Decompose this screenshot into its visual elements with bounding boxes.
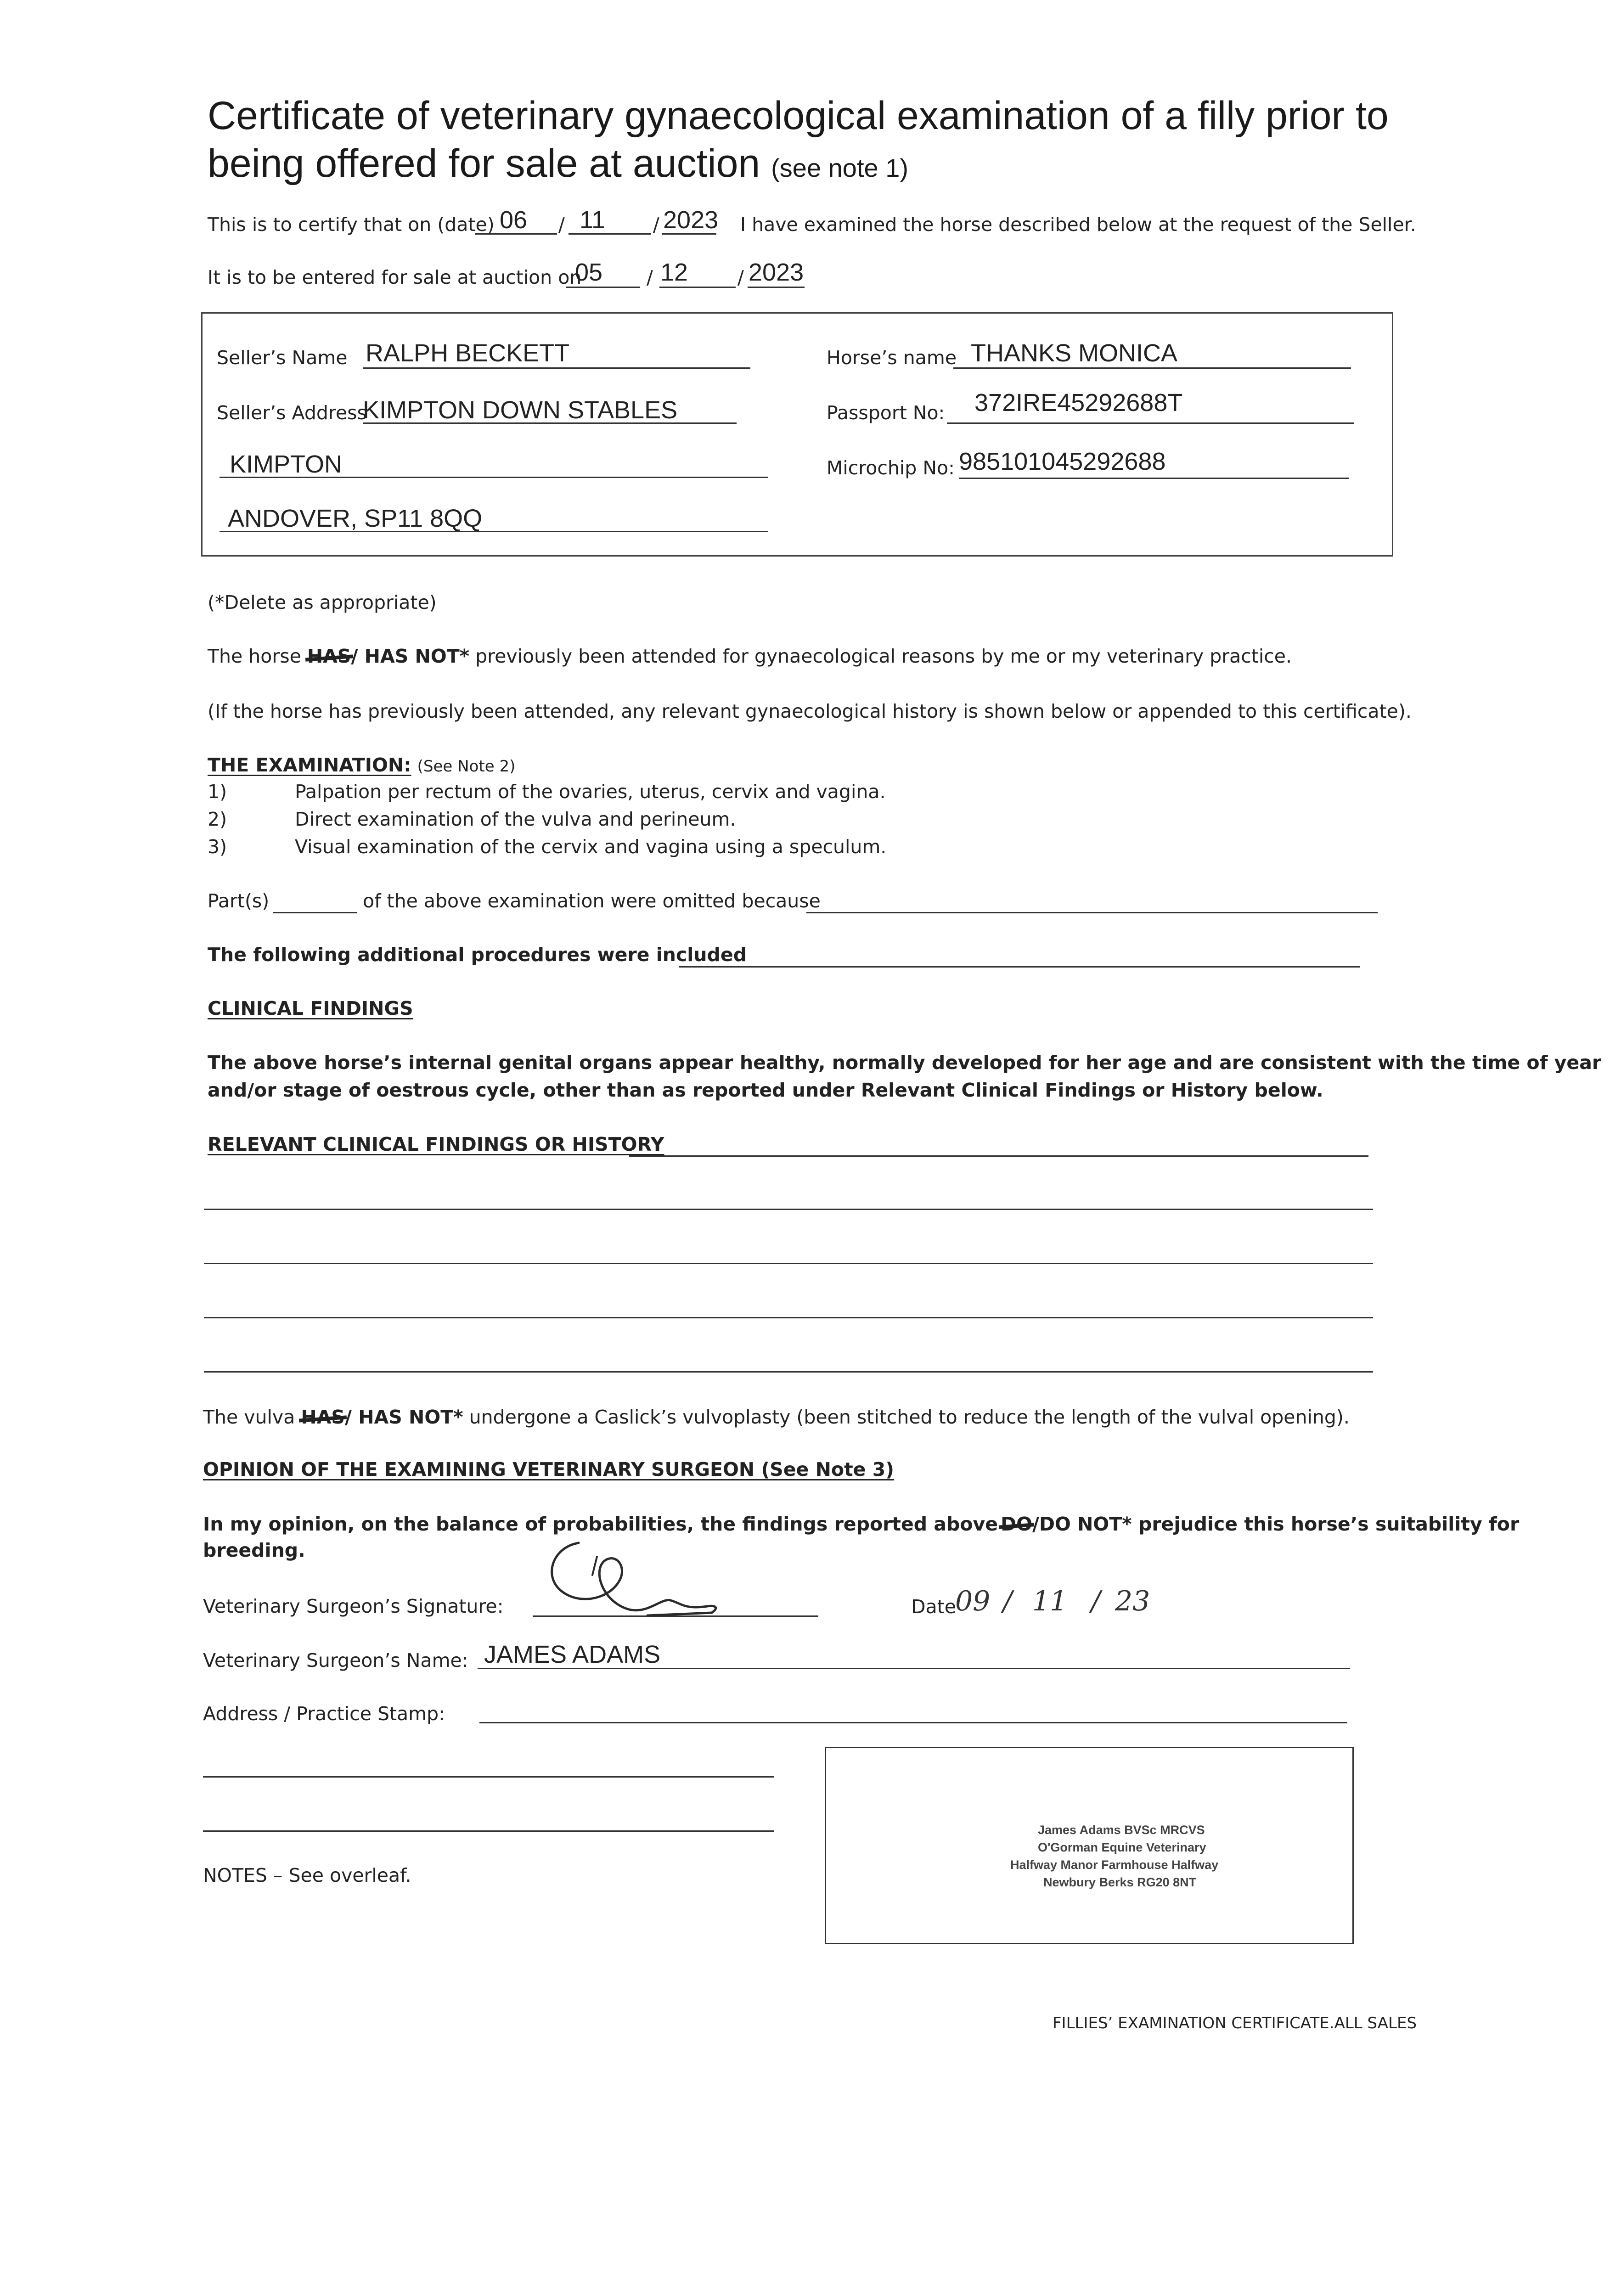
seller-name[interactable]: RALPH BECKETT [366,339,570,367]
page-title [208,92,1389,192]
horse-name[interactable]: THANKS MONICA [971,339,1178,367]
delete-note: (*Delete as appropriate) [208,591,437,613]
stamp-line-2: O'Gorman Equine Veterinary [1038,1840,1206,1854]
signature-date-slash-2: / [1091,1585,1101,1617]
opinion-line1-prefix: In my opinion, on the balance of probabilities, the findings reported above [203,1513,998,1535]
auction-slash-2: / [737,266,744,288]
auction-day[interactable]: 05 [575,259,603,286]
vulva-prefix: The vulva [203,1406,295,1428]
notes-label: NOTES – See overleaf. [203,1864,411,1886]
clinical-statement-line2: and/or stage of oestrous cycle, other than as reported under Relevant Clinical Findings or History below. [208,1079,1323,1101]
exam-item-3: Visual examination of the cervix and vagina using a speculum. [295,836,887,858]
attended-has-struck[interactable]: HAS [307,645,351,667]
attended-prefix: The horse [208,645,301,667]
certify-prefix: This is to certify that on (date) [208,214,495,236]
exam-item-1-num: 1) [208,781,227,803]
practice-stamp-label: Address / Practice Stamp: [203,1703,445,1725]
seller-address-label: Seller’s Address [217,402,367,424]
signature-label: Veterinary Surgeon’s Signature: [203,1595,504,1617]
certify-day-line [475,233,557,235]
relevant-findings-line-4[interactable] [204,1317,1373,1318]
horse-name-label: Horse’s name [827,347,957,369]
omitted-parts-line[interactable] [273,912,357,913]
title-note: (see note 1) [771,153,908,182]
passport-number[interactable]: 372IRE45292688T [974,389,1183,416]
examination-note: (See Note 2) [417,757,516,776]
omitted-reason-line[interactable] [806,912,1378,913]
certify-year-line [662,233,716,235]
opinion-do-struck[interactable]: DO [1001,1513,1032,1535]
attended-statement [208,645,1292,667]
surgeon-name-line [478,1668,1350,1669]
passport-line [947,422,1354,424]
signature-date-month[interactable]: 11 [1032,1585,1068,1617]
seller-name-label: Seller’s Name [217,347,348,369]
certify-slash-2: / [653,214,659,236]
signature-image [524,1529,726,1626]
vulva-statement [203,1406,1350,1428]
passport-label: Passport No: [827,402,945,424]
signature-date-slash-1: / [1003,1585,1013,1617]
opinion-do-not[interactable]: /DO NOT* [1032,1513,1132,1535]
omitted-suffix: of the above examination were omitted because [363,890,821,912]
certify-year[interactable]: 2023 [663,206,719,234]
exam-item-2: Direct examination of the vulva and perineum. [295,808,736,830]
seller-address-line2[interactable]: KIMPTON [230,450,343,478]
certify-month[interactable]: 11 [580,206,606,234]
practice-address-line-3[interactable] [203,1830,774,1832]
title-line-2: being offered for sale at auction [208,141,760,186]
opinion-line1-suffix: prejudice this horse’s suitability for [1138,1513,1520,1535]
footer-text: FILLIES’ EXAMINATION CERTIFICATE.ALL SALES [1053,2014,1417,2032]
clinical-findings-heading: CLINICAL FINDINGS [208,997,413,1019]
exam-item-1: Palpation per rectum of the ovaries, uterus, cervix and vagina. [295,781,886,803]
examination-heading: THE EXAMINATION: [208,754,411,776]
auction-month-line [659,287,736,288]
additional-procedures-label: The following additional procedures were included [208,944,747,966]
seller-address-line1-line [363,422,737,424]
opinion-heading: OPINION OF THE EXAMINING VETERINARY SURGEON (See Note 3) [203,1458,895,1480]
relevant-findings-heading: RELEVANT CLINICAL FINDINGS OR HISTORY [208,1133,664,1155]
signature-date-day[interactable]: 09 [955,1585,991,1617]
certify-slash-1: / [558,214,565,236]
signature-date-year[interactable]: 23 [1115,1585,1150,1617]
relevant-findings-line-3[interactable] [204,1263,1373,1264]
practice-stamp [1010,1821,1218,1891]
certify-month-line [569,233,651,235]
stamp-line-4: Newbury Berks RG20 8NT [1043,1875,1197,1889]
auction-month[interactable]: 12 [660,259,688,286]
exam-item-3-num: 3) [208,836,227,858]
horse-name-line [953,367,1351,369]
vulva-has-struck[interactable]: HAS [301,1406,345,1428]
certify-day[interactable]: 06 [500,206,528,234]
opinion-line2: breeding. [203,1539,305,1561]
stamp-line-3: Halfway Manor Farmhouse Halfway [1010,1858,1219,1872]
seller-address-line1[interactable]: KIMPTON DOWN STABLES [363,396,678,424]
microchip-label: Microchip No: [827,457,955,479]
auction-slash-1: / [647,266,653,288]
opinion-line1 [203,1513,1519,1535]
omitted-prefix: Part(s) [208,890,270,912]
exam-item-2-num: 2) [208,808,227,830]
title-line-1: Certificate of veterinary gynaecological examination of a filly prior to [208,94,1389,138]
examination-heading-row [208,754,515,776]
auction-day-line [566,287,640,288]
certify-suffix: I have examined the horse described below at the request of the Seller. [740,214,1416,236]
relevant-findings-line-5[interactable] [204,1371,1373,1373]
clinical-statement-line1: The above horse’s internal genital organs appear healthy, normally developed for her age and are consistent with the time of year [208,1052,1602,1074]
attended-suffix: previously been attended for gynaecological reasons by me or my veterinary practice. [475,645,1292,667]
practice-address-line-1[interactable] [479,1722,1347,1723]
auction-year-line [748,287,805,288]
surgeon-name-label: Veterinary Surgeon’s Name: [203,1649,468,1671]
vulva-has-not[interactable]: / HAS NOT* [344,1406,463,1428]
seller-name-line [363,367,750,369]
relevant-findings-line-2[interactable] [204,1209,1373,1210]
seller-address-line3-line [220,531,768,532]
attended-has-not[interactable]: / HAS NOT* [351,645,470,667]
vulva-suffix: undergone a Caslick’s vulvoplasty (been stitched to reduce the length of the vulval opening). [469,1406,1350,1428]
relevant-findings-line-1[interactable] [629,1155,1368,1157]
signature-date-label: Date [911,1596,956,1618]
additional-procedures-line[interactable] [679,966,1360,968]
auction-year[interactable]: 2023 [749,259,804,286]
seller-address-line3[interactable]: ANDOVER, SP11 8QQ [228,505,483,532]
seller-address-line2-line [220,477,768,478]
practice-address-line-2[interactable] [203,1776,774,1778]
title-line-2-wrap [208,140,1389,192]
auction-prefix: It is to be entered for sale at auction on [208,266,582,288]
microchip-number[interactable]: 985101045292688 [959,448,1166,475]
microchip-line [959,478,1349,479]
surgeon-name[interactable]: JAMES ADAMS [484,1641,661,1668]
history-note: (If the horse has previously been attended, any relevant gynaecological history is shown below or appended to this certificate). [208,700,1412,722]
stamp-line-1: James Adams BVSc MRCVS [1038,1823,1205,1837]
